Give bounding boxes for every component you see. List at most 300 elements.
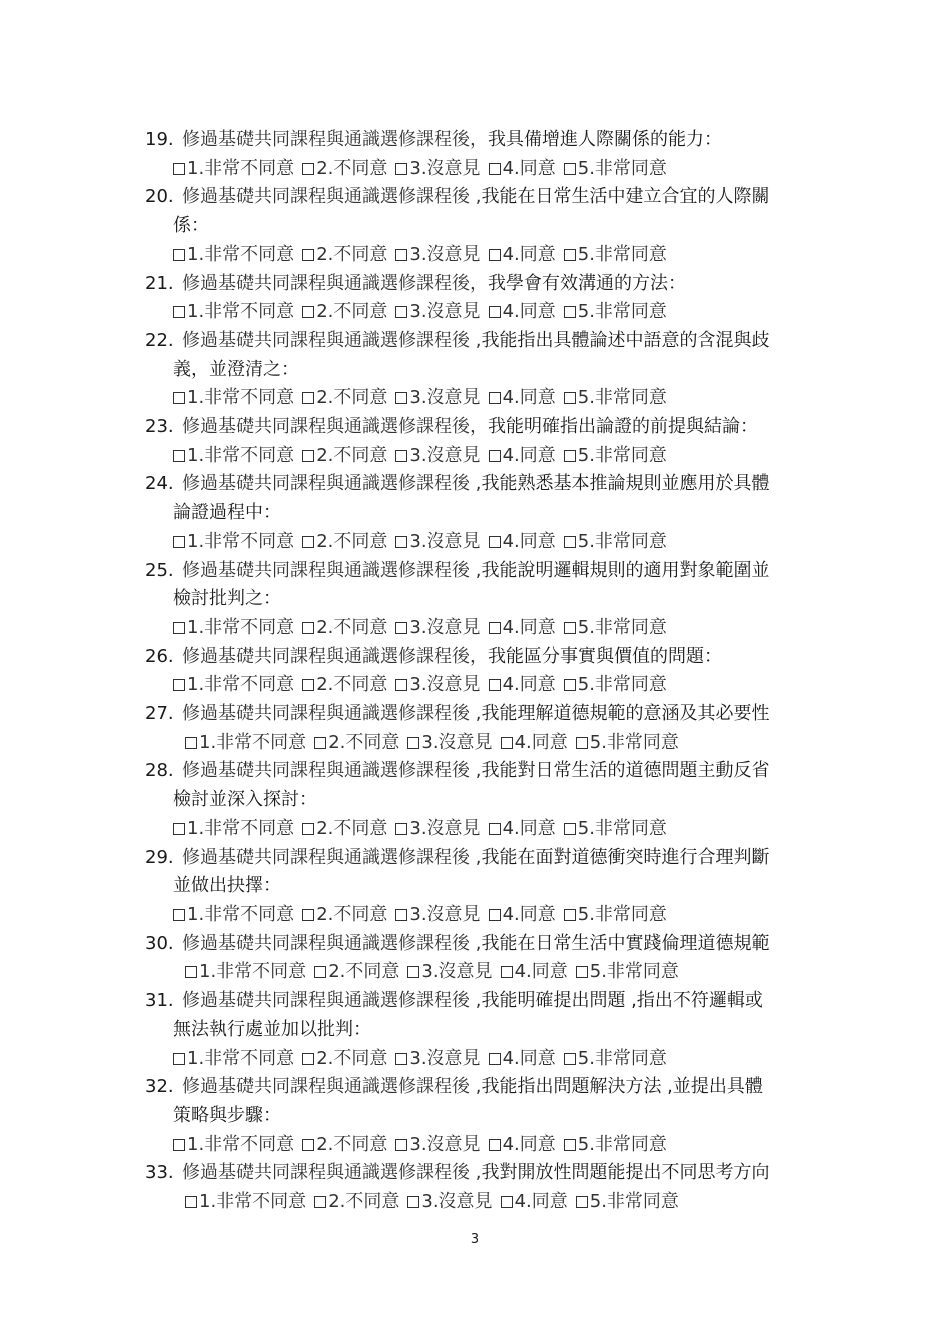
answer-option[interactable] [173, 674, 294, 695]
answer-options [145, 155, 825, 184]
answer-option[interactable] [489, 818, 556, 839]
checkbox-icon[interactable] [489, 823, 501, 835]
question-text: 我能指出具體論述中語意的含混與歧 [481, 329, 770, 351]
checkbox-icon[interactable] [302, 450, 314, 462]
answer-option-label: 1.非常不同意 [187, 301, 295, 323]
checkbox-icon[interactable] [576, 966, 588, 978]
answer-option[interactable] [302, 674, 387, 695]
question-line [145, 700, 825, 729]
answer-options [145, 815, 825, 844]
answer-option[interactable] [489, 387, 556, 408]
question-number: 31. [145, 990, 174, 1012]
answer-option-label: 2.不同意 [316, 387, 388, 409]
question-item [145, 327, 825, 413]
answer-option[interactable] [173, 904, 294, 925]
answer-option[interactable] [314, 1191, 399, 1212]
answer-option[interactable] [173, 301, 294, 322]
question-number: 32. [145, 1076, 174, 1098]
answer-option[interactable] [302, 531, 387, 552]
answer-option[interactable] [302, 818, 387, 839]
answer-option[interactable] [173, 387, 294, 408]
checkbox-icon[interactable] [185, 966, 197, 978]
answer-option-label: 2.不同意 [316, 1133, 388, 1155]
question-item [145, 844, 825, 930]
answer-option[interactable] [173, 158, 294, 179]
question-text-continued: 無法執行處並加以批判： [173, 1018, 371, 1040]
answer-option[interactable] [564, 904, 667, 925]
question-text: 我能明確指出論證的前提與結論： [488, 416, 758, 438]
question-line [145, 183, 825, 212]
question-number: 29. [145, 846, 174, 868]
question-prefix: 修過基礎共同課程與通識選修課程後 , [182, 760, 482, 782]
question-text: 我能理解道德規範的意涵及其必要性 [481, 703, 770, 725]
checkbox-icon[interactable] [576, 737, 588, 749]
answer-option[interactable] [173, 617, 294, 638]
question-item [145, 413, 825, 470]
answer-option[interactable] [173, 531, 294, 552]
answer-option[interactable] [395, 531, 480, 552]
checkbox-icon[interactable] [302, 823, 314, 835]
checkbox-icon[interactable] [173, 306, 185, 318]
answer-option[interactable] [564, 244, 667, 265]
checkbox-icon[interactable] [395, 1139, 407, 1151]
checkbox-icon[interactable] [395, 1053, 407, 1065]
answer-option[interactable] [564, 387, 667, 408]
question-item [145, 470, 825, 556]
answer-option-label: 3.沒意見 [409, 444, 481, 466]
question-item [145, 1073, 825, 1159]
answer-option-label: 2.不同意 [316, 674, 388, 696]
question-number: 22. [145, 329, 174, 351]
answer-option-label: 1.非常不同意 [187, 444, 295, 466]
answer-option[interactable] [564, 301, 667, 322]
answer-option[interactable] [302, 904, 387, 925]
question-text-continued: 策略與步驟： [173, 1104, 281, 1126]
question-prefix: 修過基礎共同課程與通識選修課程後 , [182, 846, 482, 868]
answer-options [145, 1188, 825, 1217]
answer-option-label: 4.同意 [502, 444, 556, 466]
answer-option-label: 4.同意 [502, 1047, 556, 1069]
question-line [145, 1159, 825, 1188]
checkbox-icon[interactable] [395, 306, 407, 318]
answer-option-label: 5.非常同意 [577, 616, 667, 638]
question-text: 我能區分事實與價值的問題： [488, 645, 722, 667]
answer-option-label: 3.沒意見 [409, 1133, 481, 1155]
answer-option-label: 5.非常同意 [577, 1047, 667, 1069]
checkbox-icon[interactable] [302, 163, 314, 175]
question-text-continued: 係： [173, 215, 209, 237]
checkbox-icon[interactable] [173, 1139, 185, 1151]
answer-option-label: 1.非常不同意 [187, 674, 295, 696]
answer-option[interactable] [302, 617, 387, 638]
answer-option[interactable] [302, 445, 387, 466]
question-item [145, 1159, 825, 1216]
answer-option-label: 5.非常同意 [577, 530, 667, 552]
question-number: 23. [145, 416, 174, 438]
question-prefix: 修過基礎共同課程與通識選修課程後， [182, 129, 488, 150]
answer-option[interactable] [395, 1048, 480, 1069]
answer-option[interactable] [173, 244, 294, 265]
answer-option[interactable] [407, 1191, 492, 1212]
answer-option[interactable] [173, 1048, 294, 1069]
question-prefix: 修過基礎共同課程與通識選修課程後 , [182, 1162, 482, 1184]
answer-option[interactable] [395, 617, 480, 638]
answer-option[interactable] [489, 244, 556, 265]
question-text: 我能在日常生活中建立合宜的人際關 [481, 186, 770, 208]
checkbox-icon[interactable] [302, 679, 314, 691]
answer-option-label: 1.非常不同意 [187, 387, 295, 409]
answer-option[interactable] [173, 1134, 294, 1155]
answer-option-label: 2.不同意 [328, 731, 400, 753]
answer-option-label: 5.非常同意 [577, 903, 667, 925]
answer-option-label: 2.不同意 [316, 530, 388, 552]
checkbox-icon[interactable] [564, 163, 576, 175]
answer-option-label: 5.非常同意 [577, 157, 667, 179]
answer-option-label: 4.同意 [502, 530, 556, 552]
answer-option-label: 5.非常同意 [589, 961, 679, 983]
answer-option-label: 1.非常不同意 [187, 1047, 295, 1069]
question-line [145, 643, 825, 672]
checkbox-icon[interactable] [185, 737, 197, 749]
answer-option-label: 2.不同意 [316, 1047, 388, 1069]
answer-options [145, 442, 825, 471]
answer-option-label: 2.不同意 [316, 243, 388, 265]
question-item [145, 643, 825, 700]
answer-option-label: 4.同意 [502, 674, 556, 696]
question-prefix: 修過基礎共同課程與通識選修課程後 , [182, 329, 482, 351]
question-number: 28. [145, 760, 174, 782]
checkbox-icon[interactable] [501, 1196, 513, 1208]
checkbox-icon[interactable] [501, 966, 513, 978]
answer-option[interactable] [173, 445, 294, 466]
answer-option[interactable] [489, 158, 556, 179]
checkbox-icon[interactable] [302, 249, 314, 261]
checkbox-icon[interactable] [407, 966, 419, 978]
checkbox-icon[interactable] [173, 450, 185, 462]
checkbox-icon[interactable] [564, 450, 576, 462]
answer-option-label: 1.非常不同意 [187, 817, 295, 839]
answer-option-label: 5.非常同意 [589, 731, 679, 753]
question-number: 19. [145, 129, 174, 150]
checkbox-icon[interactable] [564, 392, 576, 404]
question-number: 20. [145, 186, 174, 208]
answer-option-label: 4.同意 [502, 1133, 556, 1155]
checkbox-icon[interactable] [302, 536, 314, 548]
answer-option[interactable] [407, 732, 492, 753]
checkbox-icon[interactable] [564, 679, 576, 691]
question-prefix: 修過基礎共同課程與通識選修課程後， [182, 645, 488, 667]
answer-option-label: 2.不同意 [316, 616, 388, 638]
answer-option[interactable] [564, 818, 667, 839]
checkbox-icon[interactable] [314, 966, 326, 978]
answer-option[interactable] [576, 1191, 679, 1212]
checkbox-icon[interactable] [173, 249, 185, 261]
answer-option-label: 5.非常同意 [577, 1133, 667, 1155]
answer-option-label: 2.不同意 [328, 961, 400, 983]
checkbox-icon[interactable] [302, 306, 314, 318]
checkbox-icon[interactable] [395, 909, 407, 921]
answer-option[interactable] [489, 1048, 556, 1069]
question-text: 我能在面對道德衝突時進行合理判斷 [481, 846, 770, 868]
answer-option-label: 2.不同意 [316, 817, 388, 839]
checkbox-icon[interactable] [173, 163, 185, 175]
answer-option[interactable] [501, 961, 568, 982]
question-text: 我能在日常生活中實踐倫理道德規範 [481, 932, 770, 954]
answer-option[interactable] [564, 674, 667, 695]
question-item [145, 557, 825, 643]
question-item [145, 183, 825, 269]
answer-option[interactable] [395, 387, 480, 408]
question-prefix: 修過基礎共同課程與通識選修課程後 , [182, 703, 482, 725]
answer-option-label: 4.同意 [502, 157, 556, 179]
answer-option-label: 5.非常同意 [577, 387, 667, 409]
answer-option-label: 3.沒意見 [421, 961, 493, 983]
answer-option-label: 3.沒意見 [409, 817, 481, 839]
question-item [145, 700, 825, 757]
question-prefix: 修過基礎共同課程與通識選修課程後 , [182, 186, 482, 208]
answer-option-label: 2.不同意 [316, 444, 388, 466]
answer-option[interactable] [489, 617, 556, 638]
answer-option-label: 1.非常不同意 [187, 157, 295, 179]
answer-option-label: 1.非常不同意 [187, 1133, 295, 1155]
question-text: 我能說明邏輯規則的適用對象範圍並 [481, 559, 770, 581]
answer-option-label: 5.非常同意 [577, 243, 667, 265]
question-text: 我對開放性問題能提出不同思考方向 [481, 1162, 770, 1184]
answer-option-label: 3.沒意見 [421, 731, 493, 753]
checkbox-icon[interactable] [395, 392, 407, 404]
answer-option[interactable] [185, 732, 306, 753]
question-item [145, 126, 825, 183]
answer-option[interactable] [564, 158, 667, 179]
question-item [145, 987, 825, 1073]
answer-option[interactable] [395, 674, 480, 695]
answer-option[interactable] [395, 244, 480, 265]
answer-option[interactable] [185, 1191, 306, 1212]
checkbox-icon[interactable] [489, 622, 501, 634]
answer-option-label: 4.同意 [502, 616, 556, 638]
answer-option[interactable] [576, 961, 679, 982]
answer-option[interactable] [302, 244, 387, 265]
checkbox-icon[interactable] [395, 163, 407, 175]
answer-option-label: 4.同意 [502, 387, 556, 409]
checkbox-icon[interactable] [185, 1196, 197, 1208]
answer-option-label: 5.非常同意 [577, 444, 667, 466]
answer-option[interactable] [314, 961, 399, 982]
answer-option[interactable] [407, 961, 492, 982]
answer-option[interactable] [501, 732, 568, 753]
answer-option[interactable] [576, 732, 679, 753]
answer-option[interactable] [489, 531, 556, 552]
answer-option[interactable] [302, 158, 387, 179]
question-prefix: 修過基礎共同課程與通識選修課程後， [182, 416, 488, 438]
question-number: 30. [145, 932, 174, 954]
answer-option[interactable] [489, 445, 556, 466]
answer-option-label: 3.沒意見 [409, 674, 481, 696]
answer-option-label: 3.沒意見 [409, 243, 481, 265]
answer-options [145, 671, 825, 700]
answer-options [145, 241, 825, 270]
answer-option-label: 3.沒意見 [409, 301, 481, 323]
answer-option-label: 3.沒意見 [409, 616, 481, 638]
answer-option-label: 3.沒意見 [409, 903, 481, 925]
checkbox-icon[interactable] [302, 622, 314, 634]
answer-option[interactable] [395, 818, 480, 839]
checkbox-icon[interactable] [302, 1139, 314, 1151]
answer-option[interactable] [564, 617, 667, 638]
answer-option-label: 1.非常不同意 [187, 616, 295, 638]
checkbox-icon[interactable] [407, 1196, 419, 1208]
checkbox-icon[interactable] [564, 536, 576, 548]
answer-option-label: 1.非常不同意 [199, 1191, 307, 1213]
answer-option-label: 2.不同意 [316, 157, 388, 179]
question-text: 我能指出問題解決方法 ,並提出具體 [481, 1076, 763, 1098]
answer-option[interactable] [489, 301, 556, 322]
question-prefix: 修過基礎共同課程與通識選修課程後 , [182, 1076, 482, 1098]
answer-option-label: 4.同意 [502, 301, 556, 323]
checkbox-icon[interactable] [489, 1053, 501, 1065]
answer-option-label: 1.非常不同意 [199, 731, 307, 753]
answer-option-label: 5.非常同意 [577, 301, 667, 323]
checkbox-icon[interactable] [302, 392, 314, 404]
checkbox-icon[interactable] [173, 823, 185, 835]
answer-option-label: 1.非常不同意 [187, 530, 295, 552]
checkbox-icon[interactable] [489, 450, 501, 462]
questionnaire [145, 126, 825, 1217]
checkbox-icon[interactable] [395, 450, 407, 462]
checkbox-icon[interactable] [173, 679, 185, 691]
checkbox-icon[interactable] [564, 909, 576, 921]
answer-option[interactable] [302, 1134, 387, 1155]
question-item [145, 930, 825, 987]
checkbox-icon[interactable] [489, 163, 501, 175]
answer-option[interactable] [302, 1048, 387, 1069]
checkbox-icon[interactable] [302, 1053, 314, 1065]
question-prefix: 修過基礎共同課程與通識選修課程後 , [182, 932, 482, 954]
checkbox-icon[interactable] [395, 622, 407, 634]
question-item [145, 270, 825, 327]
answer-options [145, 1131, 825, 1160]
answer-option[interactable] [314, 732, 399, 753]
question-line [145, 413, 825, 442]
answer-option-label: 5.非常同意 [577, 674, 667, 696]
checkbox-icon[interactable] [489, 536, 501, 548]
checkbox-icon[interactable] [173, 536, 185, 548]
answer-option[interactable] [185, 961, 306, 982]
answer-option[interactable] [173, 818, 294, 839]
answer-option-label: 1.非常不同意 [187, 903, 295, 925]
checkbox-icon[interactable] [173, 1053, 185, 1065]
checkbox-icon[interactable] [564, 622, 576, 634]
question-text: 我能對日常生活的道德問題主動反省 [481, 760, 770, 782]
answer-option-label: 4.同意 [514, 961, 568, 983]
checkbox-icon[interactable] [395, 536, 407, 548]
checkbox-icon[interactable] [173, 392, 185, 404]
question-line [145, 126, 825, 155]
checkbox-icon[interactable] [173, 909, 185, 921]
answer-option[interactable] [302, 301, 387, 322]
answer-options [145, 901, 825, 930]
answer-option[interactable] [489, 904, 556, 925]
question-number: 25. [145, 559, 174, 581]
checkbox-icon[interactable] [407, 737, 419, 749]
answer-option[interactable] [501, 1191, 568, 1212]
answer-option[interactable] [395, 1134, 480, 1155]
answer-options [145, 958, 825, 987]
checkbox-icon[interactable] [314, 1196, 326, 1208]
answer-options [145, 614, 825, 643]
answer-option[interactable] [302, 387, 387, 408]
question-prefix: 修過基礎共同課程與通識選修課程後， [182, 272, 488, 294]
question-text: 我具備增進人際關係的能力： [488, 129, 722, 150]
checkbox-icon[interactable] [501, 737, 513, 749]
checkbox-icon[interactable] [489, 249, 501, 261]
answer-option-label: 4.同意 [514, 731, 568, 753]
page-number: 3 [470, 1232, 480, 1247]
answer-option[interactable] [489, 1134, 556, 1155]
checkbox-icon[interactable] [489, 1139, 501, 1151]
question-text-continued: 論證過程中： [173, 502, 281, 524]
checkbox-icon[interactable] [395, 679, 407, 691]
answer-option[interactable] [564, 1134, 667, 1155]
question-prefix: 修過基礎共同課程與通識選修課程後 , [182, 473, 482, 495]
checkbox-icon[interactable] [489, 392, 501, 404]
answer-option[interactable] [395, 445, 480, 466]
answer-option[interactable] [564, 445, 667, 466]
answer-options [145, 729, 825, 758]
checkbox-icon[interactable] [395, 249, 407, 261]
question-text-continued: 檢討批判之： [173, 588, 281, 610]
question-number: 33. [145, 1162, 174, 1184]
answer-option-label: 2.不同意 [328, 1191, 400, 1213]
question-text: 我能熟悉基本推論規則並應用於具體 [481, 473, 770, 495]
answer-option-label: 4.同意 [502, 817, 556, 839]
question-text-continued: 檢討並深入探討： [173, 789, 317, 811]
answer-option-label: 5.非常同意 [577, 817, 667, 839]
answer-option[interactable] [395, 301, 480, 322]
question-line [145, 757, 825, 786]
checkbox-icon[interactable] [564, 306, 576, 318]
checkbox-icon[interactable] [314, 737, 326, 749]
question-text-continued: 並做出抉擇： [173, 875, 281, 897]
answer-option-label: 1.非常不同意 [199, 961, 307, 983]
answer-options [145, 528, 825, 557]
checkbox-icon[interactable] [395, 823, 407, 835]
question-line [145, 270, 825, 299]
checkbox-icon[interactable] [564, 1053, 576, 1065]
answer-option[interactable] [564, 1048, 667, 1069]
checkbox-icon[interactable] [489, 306, 501, 318]
checkbox-icon[interactable] [302, 909, 314, 921]
question-line [145, 557, 825, 586]
question-line [145, 844, 825, 873]
checkbox-icon[interactable] [489, 679, 501, 691]
answer-option-label: 2.不同意 [316, 301, 388, 323]
checkbox-icon[interactable] [576, 1196, 588, 1208]
answer-option-label: 3.沒意見 [421, 1191, 493, 1213]
checkbox-icon[interactable] [564, 1139, 576, 1151]
answer-option[interactable] [564, 531, 667, 552]
answer-option[interactable] [489, 674, 556, 695]
answer-option[interactable] [395, 158, 480, 179]
answer-options [145, 1045, 825, 1074]
checkbox-icon[interactable] [564, 823, 576, 835]
answer-option[interactable] [395, 904, 480, 925]
checkbox-icon[interactable] [564, 249, 576, 261]
answer-option-label: 2.不同意 [316, 903, 388, 925]
question-prefix: 修過基礎共同課程與通識選修課程後 , [182, 990, 482, 1012]
checkbox-icon[interactable] [489, 909, 501, 921]
checkbox-icon[interactable] [173, 622, 185, 634]
